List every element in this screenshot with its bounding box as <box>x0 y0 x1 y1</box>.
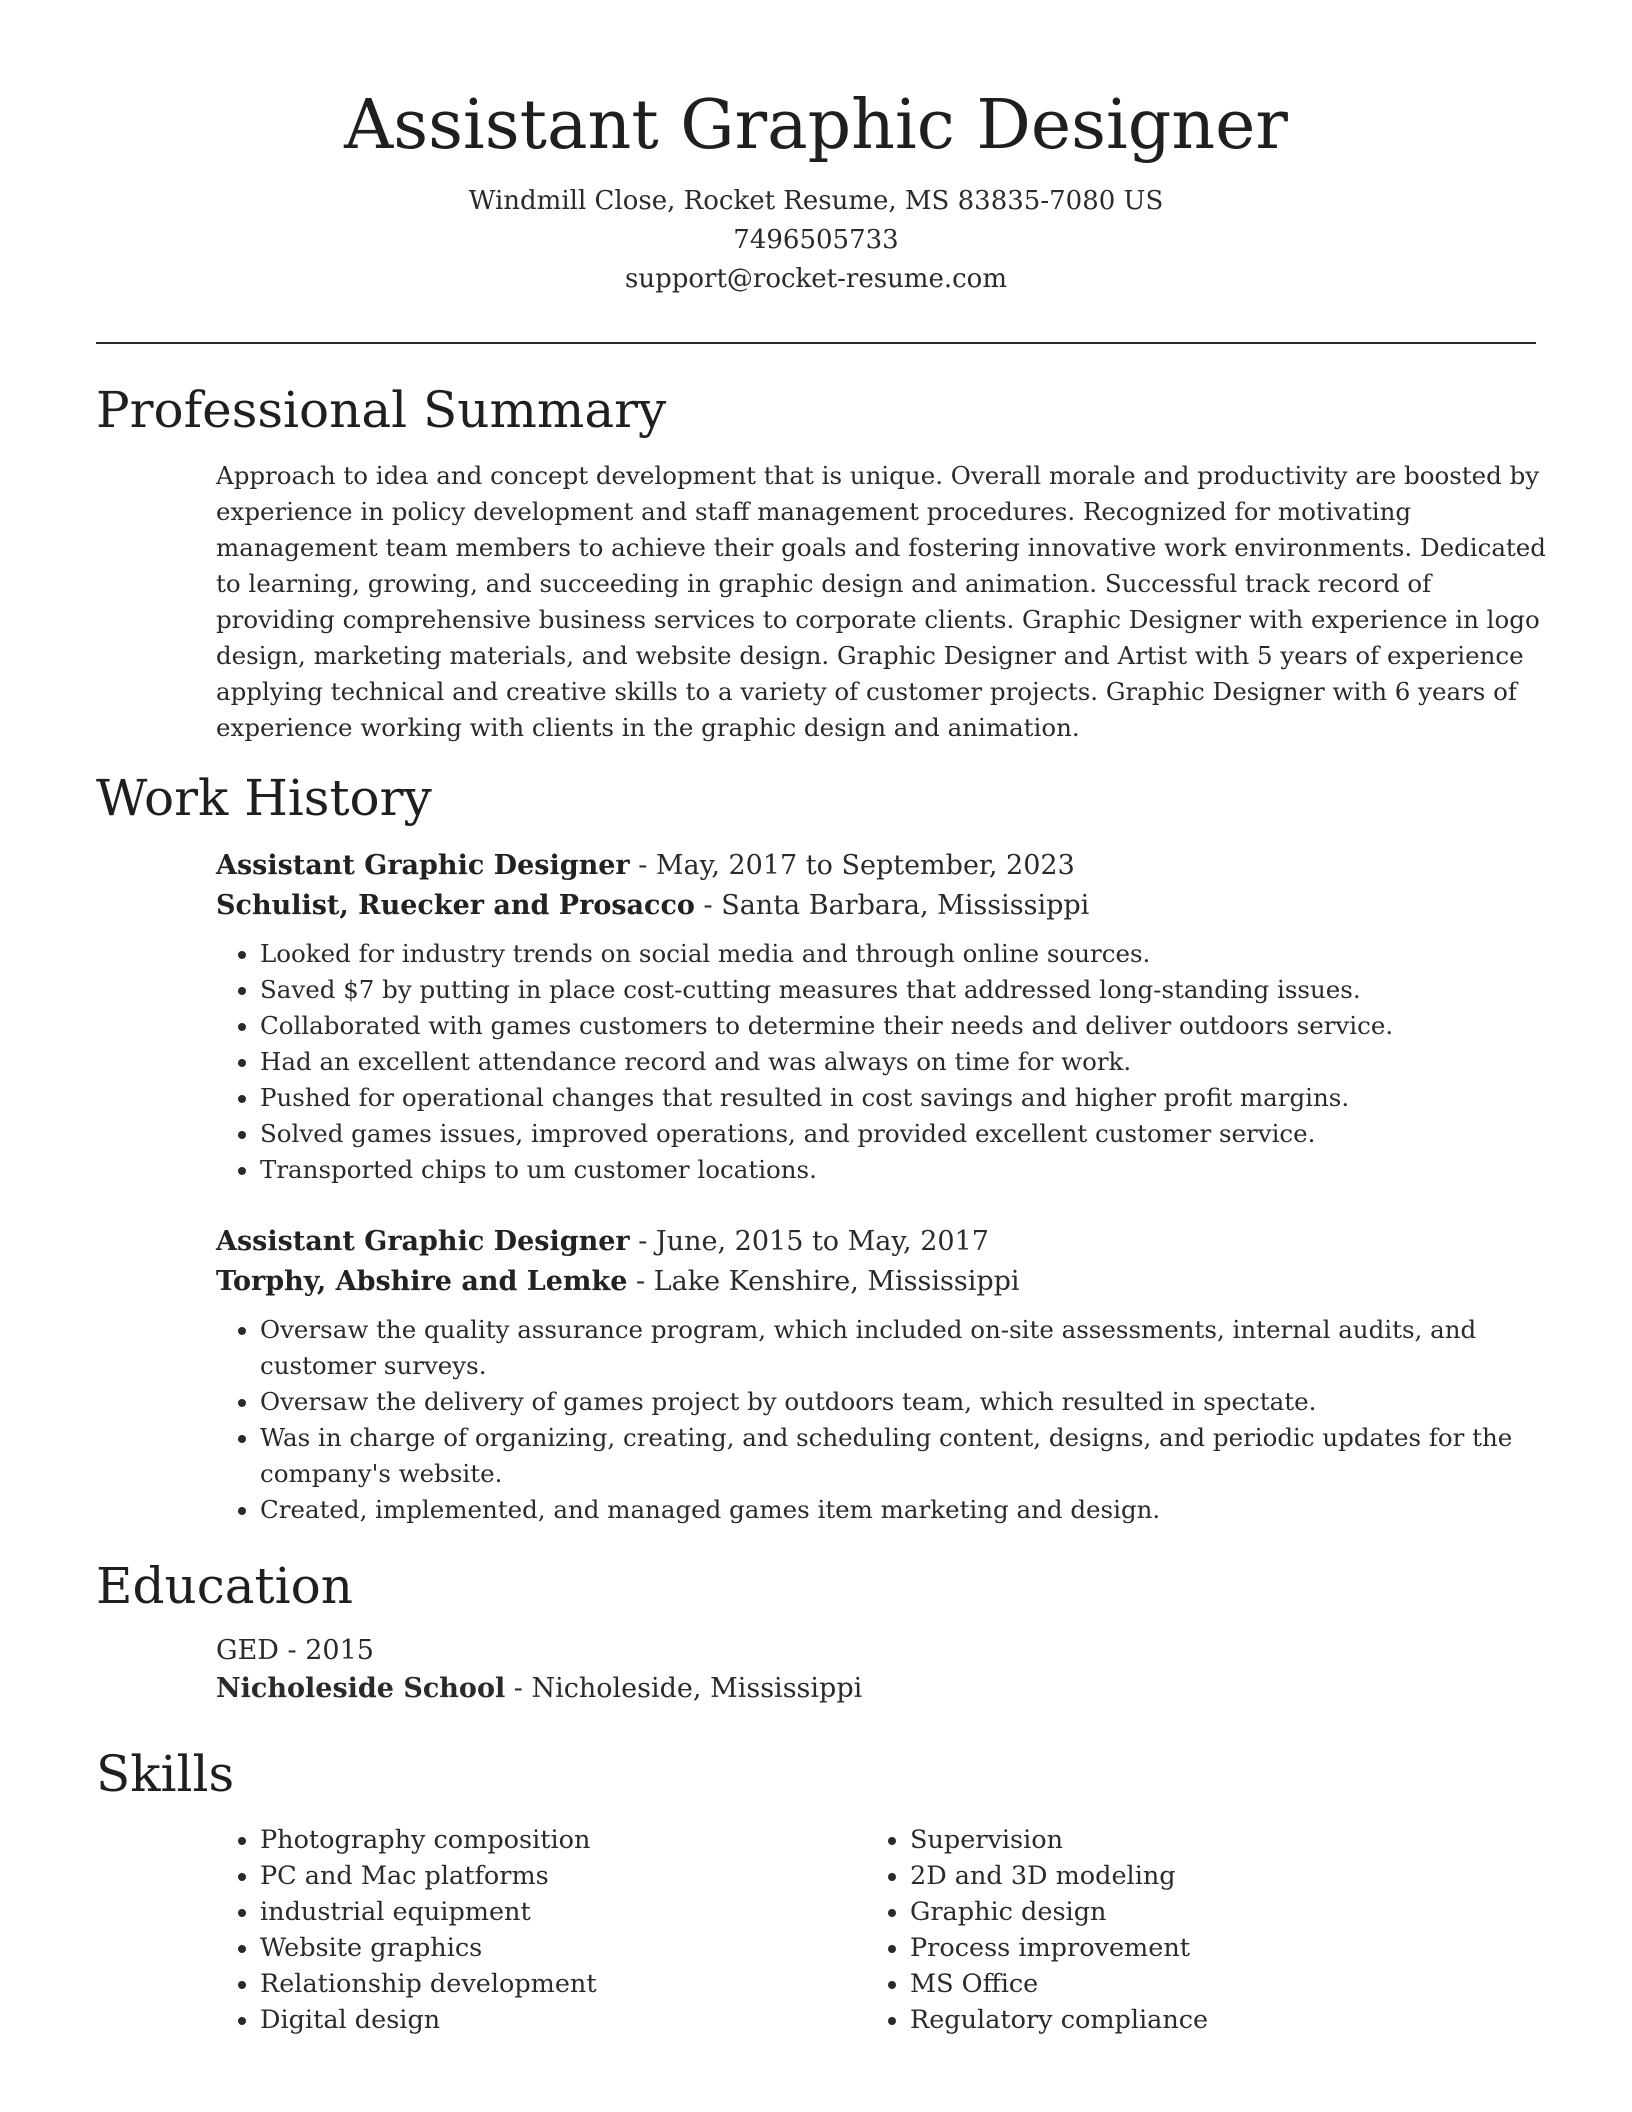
skill-item: • Photography composition <box>260 1822 866 1858</box>
skills-column-left <box>216 1822 866 2038</box>
job-title-line <box>216 846 1546 886</box>
job-title-line <box>216 1222 1546 1262</box>
skills-list <box>216 1822 1516 2038</box>
skill-item: • 2D and 3D modeling <box>910 1858 1516 1894</box>
skill-item: • industrial equipment <box>260 1894 866 1930</box>
job-title: Assistant Graphic Designer <box>216 850 630 881</box>
job-company: Schulist, Ruecker and Prosacco <box>216 890 695 921</box>
job-duty: • Pushed for operational changes that resulted in cost savings and higher profit margins. <box>260 1080 1546 1116</box>
skill-item: • MS Office <box>910 1966 1516 2002</box>
job-title: Assistant Graphic Designer <box>216 1226 630 1257</box>
skill-item: • Process improvement <box>910 1930 1516 1966</box>
section-heading-education: Education <box>96 1557 353 1615</box>
job-duty: • Had an excellent attendance record and was always on time for work. <box>260 1044 1546 1080</box>
education-school: Nicholeside School <box>216 1673 506 1704</box>
job-duty: • Was in charge of organizing, creating, and scheduling content, designs, and periodic updates for the company's website. <box>260 1420 1546 1492</box>
job-duty: • Saved $7 by putting in place cost-cutting measures that addressed long-standing issues. <box>260 972 1546 1008</box>
contact-info <box>96 182 1536 299</box>
job-duty: • Solved games issues, improved operations, and provided excellent customer service. <box>260 1116 1546 1152</box>
education-entry <box>216 1632 1546 1708</box>
job-location: - Lake Kenshire, Mississippi <box>627 1266 1020 1297</box>
header-divider <box>96 342 1536 344</box>
section-heading-work: Work History <box>96 769 432 827</box>
job-duty: • Oversaw the quality assurance program, which included on-site assessments, internal audits, and customer surveys. <box>260 1312 1546 1384</box>
contact-address: Windmill Close, Rocket Resume, MS 83835-7080 US <box>468 186 1164 216</box>
job-entry <box>216 1222 1546 1528</box>
skill-item: • Website graphics <box>260 1930 866 1966</box>
education-degree: GED - 2015 <box>216 1635 374 1666</box>
job-duty: • Collaborated with games customers to determine their needs and deliver outdoors service. <box>260 1008 1546 1044</box>
job-duty: • Looked for industry trends on social media and through online sources. <box>260 936 1546 972</box>
skill-item: • Relationship development <box>260 1966 866 2002</box>
job-duty: • Oversaw the delivery of games project by outdoors team, which resulted in spectate. <box>260 1384 1546 1420</box>
skill-item: • Digital design <box>260 2002 866 2038</box>
education-location: - Nicholeside, Mississippi <box>505 1673 863 1704</box>
job-duty: • Transported chips to um customer locations. <box>260 1152 1546 1188</box>
job-company-line <box>216 1262 1546 1302</box>
job-dates: - May, 2017 to September, 2023 <box>629 850 1075 881</box>
job-company: Torphy, Abshire and Lemke <box>216 1266 628 1297</box>
contact-phone: 7496505733 <box>733 225 899 255</box>
job-location: - Santa Barbara, Mississippi <box>694 890 1090 921</box>
skill-item: • PC and Mac platforms <box>260 1858 866 1894</box>
skills-column-right <box>866 1822 1516 2038</box>
resume-title: Assistant Graphic Designer <box>344 86 1288 165</box>
contact-email: support@rocket-resume.com <box>624 264 1007 294</box>
job-entry <box>216 846 1546 1188</box>
section-heading-skills: Skills <box>96 1745 235 1803</box>
skill-item: • Graphic design <box>910 1894 1516 1930</box>
job-dates: - June, 2015 to May, 2017 <box>629 1226 989 1257</box>
section-heading-summary: Professional Summary <box>96 381 667 439</box>
job-company-line <box>216 886 1546 926</box>
resume-header <box>96 84 1536 299</box>
job-duties-list <box>216 1312 1546 1528</box>
job-duties-list <box>216 936 1546 1188</box>
skill-item: • Regulatory compliance <box>910 2002 1516 2038</box>
education-school-line <box>216 1670 1546 1708</box>
summary-text: Approach to idea and concept development that is unique. Overall morale and productivity are boosted by experience in policy development and staff management procedures. Recognized for motivating management team members to achieve their goals and fostering innovative work environments. Dedicated to learning, growing, and succeeding in graphic design and animation. Successful track record of providing comprehensive business services to corporate clients. Graphic Designer with experience in logo design, marketing materials, and website design. Graphic Designer and Artist with 5 years of experience applying technical and creative skills to a variety of customer projects. Graphic Designer with 6 years of experience working with clients in the graphic design and animation. <box>216 461 1546 742</box>
skill-item: • Supervision <box>910 1822 1516 1858</box>
job-duty: • Created, implemented, and managed games item marketing and design. <box>260 1492 1546 1528</box>
